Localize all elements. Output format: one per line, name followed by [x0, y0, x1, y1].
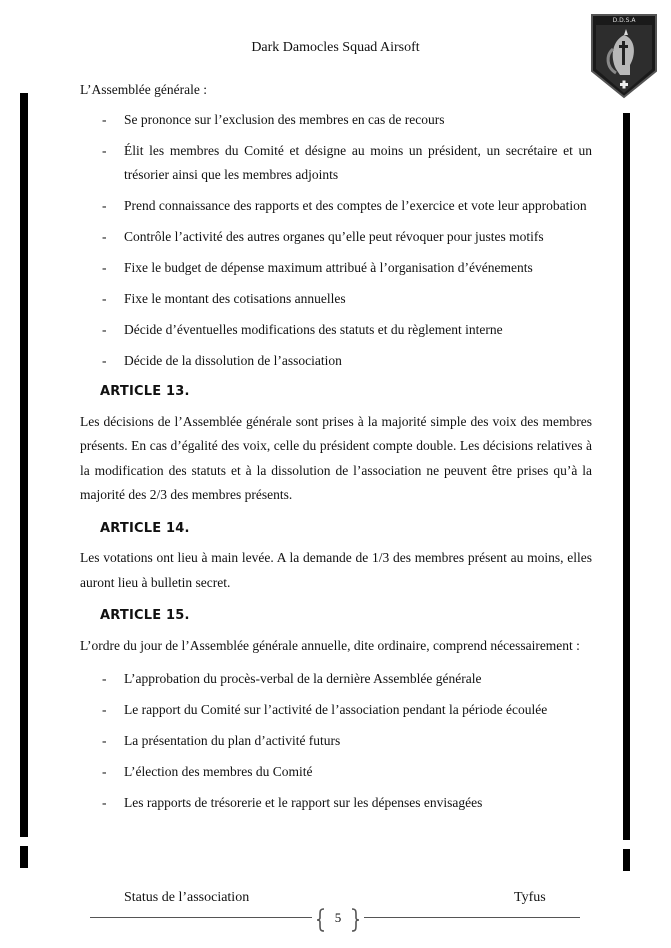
- dash-bullet: -: [102, 229, 107, 244]
- dash-bullet: -: [102, 111, 107, 127]
- dash-bullet: -: [102, 291, 107, 306]
- article-14-heading: ARTICLE 14.: [100, 520, 190, 536]
- list-item: - Élit les membres du Comité et désigne au moins un président, un secrétaire et un trésorier ainsi que les membres adjoints: [80, 139, 592, 188]
- list-item: - L’élection des membres du Comité: [80, 760, 592, 785]
- dash-bullet: -: [102, 795, 107, 810]
- list-item: - Contrôle l’activité des autres organes qu’elle peut révoquer pour justes motifs: [80, 225, 592, 250]
- list-item: - Se prononce sur l’exclusion des membres en cas de recours: [80, 108, 592, 133]
- list-item: - Prend connaissance des rapports et des comptes de l’exercice et vote leur approbation: [80, 194, 592, 219]
- article-14-text: Les votations ont lieu à main levée. A la demande de 1/3 des membres présent au moins, elles auront lieu à bulletin secret.: [80, 550, 592, 590]
- left-margin-bar: [20, 93, 28, 837]
- footer-document-title: Status de l’association: [124, 890, 250, 905]
- list-item: - Décide de la dissolution de l’association: [80, 349, 592, 374]
- right-margin-bar: [623, 113, 630, 840]
- article-15-text: L’ordre du jour de l’Assemblée générale annuelle, dite ordinaire, comprend nécessairement :: [80, 637, 580, 653]
- article-13-text: Les décisions de l’Assemblée générale sont prises à la majorité simple des voix des membres présents. En cas d’égalité des voix, celle du président compte double. Les décisions relatives à la modification des statuts et à la dissolution de l’association ne peuvent être prises qu’à la majorité des 2/3 des membres présents.: [80, 413, 592, 502]
- right-margin-bar-short: [623, 849, 630, 871]
- list-item: - La présentation du plan d’activité futurs: [80, 729, 592, 754]
- agenda-list: [80, 667, 592, 816]
- list-item: - Le rapport du Comité sur l’activité de l’association pendant la période écoulée: [80, 698, 592, 723]
- assembly-powers-list: [80, 108, 592, 374]
- logo-text: D.D.S.A: [612, 17, 636, 24]
- dash-bullet: -: [102, 198, 107, 213]
- dash-bullet: -: [102, 702, 107, 717]
- list-item: - Fixe le budget de dépense maximum attribué à l’organisation d’événements: [80, 256, 592, 281]
- article-15-heading: ARTICLE 15.: [100, 608, 190, 623]
- dash-bullet: -: [102, 764, 107, 779]
- footer-author: Tyfus: [514, 890, 546, 905]
- footer-rule-left: [90, 917, 312, 918]
- list-item: - Décide d’éventuelles modifications des statuts et du règlement interne: [80, 318, 592, 343]
- footer-rule-right: [364, 917, 580, 918]
- dash-bullet: -: [102, 260, 107, 275]
- left-margin-bar-short: [20, 846, 28, 868]
- list-item: - Les rapports de trésorerie et le rapport sur les dépenses envisagées: [80, 791, 592, 816]
- header-title: Dark Damocles Squad Airsoft: [251, 40, 420, 55]
- squad-logo: [586, 9, 662, 101]
- list-item: - Fixe le montant des cotisations annuelles: [80, 287, 592, 312]
- article-13-heading: ARTICLE 13.: [100, 384, 190, 399]
- page-number-box: [317, 907, 359, 933]
- list-item: - L’approbation du procès-verbal de la dernière Assemblée générale: [80, 667, 592, 692]
- body-content: [80, 78, 592, 822]
- dash-bullet: -: [102, 142, 107, 158]
- dash-bullet: -: [102, 353, 107, 368]
- dash-bullet: -: [102, 322, 107, 337]
- dash-bullet: -: [102, 671, 107, 686]
- page-number: 5: [334, 910, 342, 925]
- dash-bullet: -: [102, 733, 107, 748]
- intro-text: L’Assemblée générale :: [80, 82, 207, 97]
